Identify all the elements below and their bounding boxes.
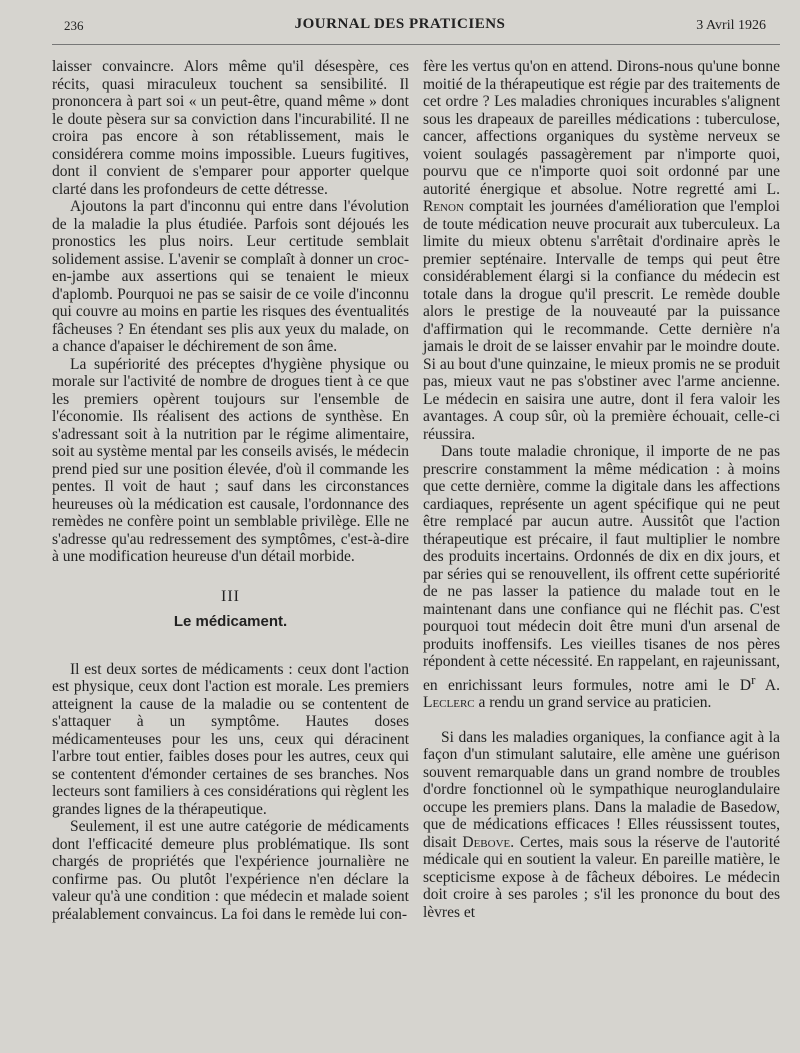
text-run: Dans toute maladie chronique, il importe de ne pas prescrire constamment la même médication : à moins que cette dernière, comme la digitale dans les affections cardiaques, représente un agent spécifique qui ne peut être remplacé par aucun autre. Aussitôt que l'action thérapeutique est précaire, il faut multiplier le nombre des produits incertains. Ordonnés de dix en dix jours, et par séries qui se renouvellent, ils offrent cette supériorité de ne pas lasser la patience du malade tout en le maintenant dans une confiance qui ne fléchit pas. C'est pourquoi tout médecin doit être muni d'un arsenal de produits inoffensifs. Les vieilles tisanes de nos pères répondent à cette nécessité. En rappelant, en rajeunissant, en enrichissant leurs formules, notre ami le D [423,443,780,694]
page-number: 236 [64,18,84,33]
header-rule [52,44,780,45]
paragraph-gap [423,712,780,729]
right-column [423,58,780,921]
text-run: comptait les journées d'amélioration que l'emploi de toute médication neuve procurait aux tuberculeux. La limite du mieux obtenu s'arrêtait d'ordinaire après le premier septénaire. Intervalle de temps qui peut être considérablement élargi si la confiance du médecin est totale dans la drogue qu'il prescrit. Le remède double alors le prestige de la nouveauté par la puissance d'affirmation qui le recommande. Cette dernière n'a jamais le droit de se laisser envahir par le moindre doute. Si au bout d'une quinzaine, le mieux promis ne se produit pas, mieux vaut ne pas s'obstiner avec l'arme ancienne. Le médecin en saisira une autre, dont il fera valoir les avantages. A coup sûr, où la première échouait, celle-ci réussira. [423,198,780,443]
text-run: Si dans les maladies organiques, la confiance agit à la façon d'un stimulant salutaire, elle amène une guérison souvent remarquable dans un grand nombre de troubles d'ordre fonctionnel où le sympathique neuroglandulaire occupe les premiers plans. Dans la maladie de Basedow, que de médications efficaces ! Elles réussissent toutes, disait [423,728,780,851]
text-run: a rendu un grand service au praticien. [474,694,712,712]
text-run: . Certes, mais sous la réserve de l'autorité médicale qui en soutient la valeur. En pareille matière, le scepticisme expose à de fâcheux déboires. Le médecin doit croire à ses paroles ; s'il les prononce du bout des lèvres et [423,833,780,921]
paragraph: Seulement, il est une autre catégorie de médicaments dont l'efficacité demeure plus problématique. Ils sont chargés de propriétés que l'expérience journalière ne confirme pas. Ou plutôt l'expérience n'en déclare la valeur qu'à une condition : que médecin et malade soient préalablement convaincus. La foi dans le remède lui con- [52,818,409,923]
issue-date: 3 Avril 1926 [696,18,766,33]
author-name-leclerc: Leclerc [423,694,475,712]
text-run: fère les vertus qu'on en attend. Dirons-nous qu'une bonne moitié de la thérapeutique est régie par des traitements de cet ordre ? Les maladies chroniques incurables s'alignent sous les drapeaux de pareilles médications : tuberculose, cancer, affections organiques du système nerveux se voient soulagés passagèrement par n'importe quoi, pourvu que ce n'importe quoi soit ordonné par une autorité énergique et absolue. Notre regretté ami L. [423,58,780,198]
paragraph [423,443,780,712]
paragraph: La supériorité des préceptes d'hygiène physique ou morale sur l'activité de nombre de drogues tient à ce que les premiers opèrent toujours sur l'ensemble de l'économie. Ils réalisent des actions de synthèse. En s'adressant soit à la nutrition par le régime alimentaire, soit au système mental par les conseils avisés, le médecin prend pied sur une position élevée, d'où il commande les pentes. Il voit de haut ; sauf dans les circonstances heureuses où la médication est causale, l'ordonnance des remèdes ne confère point un semblable privilège. Elle ne s'adresse qu'au redressement des symptômes, c'est-à-dire à une modification heureuse d'un détail morbide. [52,355,409,565]
dr-superscript: r [751,671,756,687]
paragraph: Il est deux sortes de médicaments : ceux dont l'action est physique, ceux dont l'action est morale. Les premiers atteignent la cause de la maladie ou se contentent de s'attaquer à un symptôme. Hautes doses médicamenteuses pour les uns, ceux qui déracinent l'arbre tout entier, faibles doses pour les autres, ceux qui se contentent d'émonder certaines de ses branches. Nos lecteurs sont familiers à ces considérations qui règlent les grandes lignes de la thérapeutique. [52,660,409,818]
left-column [52,58,409,923]
paragraph [423,58,780,443]
paragraph [423,729,780,922]
author-name-debove: Debove [462,833,511,851]
text-run: A. [755,676,780,694]
journal-title: JOURNAL DES PRATICIENS [294,16,506,32]
paragraph: laisser convaincre. Alors même qu'il désespère, ces récits, quasi miraculeux touchent sa sensibilité. Il prononcera à part soi « un peut-être, quand même » dont le doute pèsera sur sa conviction dans l'incurabilité. Il ne croira pas encore à son rétablissement, mais le considérera comme moins impossible. Lueurs fugitives, dont il convient de s'emparer pour apporter quelque clarté dans les profondeurs de cette détresse. [52,58,409,198]
section-title: Le médicament. [173,613,288,630]
author-name-renon: Renon [423,198,464,215]
section-number: III [221,587,240,605]
page-header [0,12,800,42]
paragraph: Ajoutons la part d'inconnu qui entre dans l'évolution de la maladie la plus étudiée. Parfois sont déjoués les pronostics les plus noirs. Leur certitude semblait solidement assise. L'avenir se complaît à donner un croc-en-jambe aux assertions qui se tenaient le mieux d'aplomb. Pourquoi ne pas se saisir de ce voile d'inconnu qui couvre au moins en partie les risques des éventualités fâcheuses ? En étendant ses plis aux yeux du malade, on a chance d'apaiser le déchirement de son âme. [52,198,409,355]
